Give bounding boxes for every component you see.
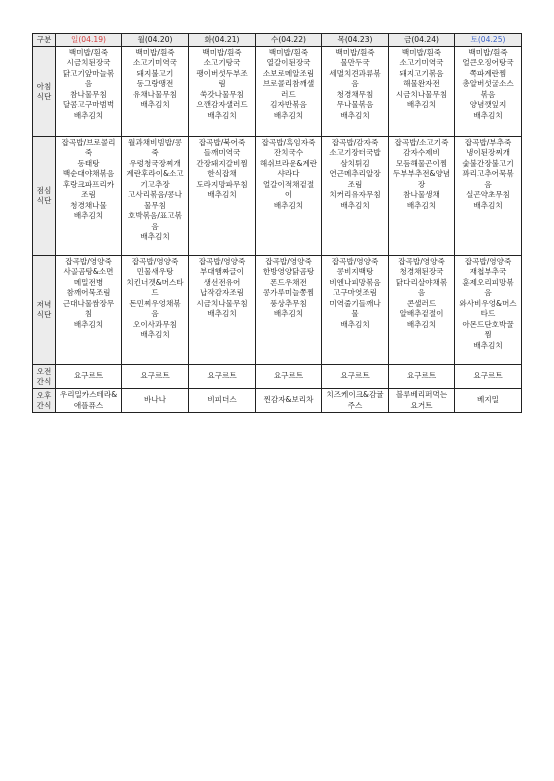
row-label-line: 식단 (36, 196, 52, 205)
menu-item: 청경채나물 (70, 200, 107, 210)
menu-item: 비피더스 (207, 395, 237, 405)
menu-item: 백미밥/흰죽 (268, 48, 309, 57)
row-label-dinner (33, 256, 56, 365)
menu-item: 애플퓨스 (73, 400, 104, 410)
menu-cell-breakfast-tue (189, 47, 256, 137)
meal-row-pm (33, 389, 522, 413)
menu-item: 배추김치 (140, 330, 170, 340)
menu-item: 림 (218, 79, 226, 89)
menu-item: 참나물무침 (70, 89, 107, 99)
menu-cell-am-thu (322, 365, 389, 389)
menu-item: 열갈이된장국 (266, 58, 311, 68)
menu-item: 배추김치 (73, 211, 104, 221)
menu-item: 요구르트 (473, 371, 503, 381)
menu-item: 백미밥/흰죽 (135, 48, 175, 57)
menu-item: 소고기미역국 (132, 58, 177, 68)
menu-item: 냉이된장찌개 (465, 148, 510, 158)
menu-item: 해물완자전 (403, 79, 440, 89)
menu-item: 소보로메알조림 (262, 68, 315, 78)
menu-item: 소고기탕국 (203, 58, 241, 68)
menu-item: 요구르트 (73, 371, 104, 381)
menu-item: 배추김치 (406, 319, 437, 329)
menu-cell-breakfast-mon (122, 47, 189, 137)
meal-row-breakfast (33, 47, 522, 137)
menu-cell-lunch-mon (122, 137, 189, 256)
menu-item: 유채나물무침 (132, 89, 177, 99)
header-corner: 구분 (33, 34, 56, 47)
menu-cell-pm-mon (122, 389, 189, 413)
day-header-fri: 금(04.24) (389, 34, 455, 47)
menu-item: 근대나물쌈장무 (62, 298, 115, 308)
menu-item: 쑥갓나물무침 (199, 89, 244, 99)
menu-item: 생선전유어 (203, 277, 241, 287)
menu-item: 배추김치 (340, 319, 370, 329)
menu-item: 음 (84, 79, 93, 89)
menu-item: 치커리유자무침 (329, 190, 381, 200)
menu-item: 콘샐러드 (406, 298, 437, 308)
menu-item: 이 (284, 190, 293, 200)
menu-item: 음 (484, 179, 492, 189)
menu-item: 배추김치 (473, 200, 503, 210)
menu-item: 총알버섯굴소스 (462, 79, 514, 89)
menu-item: 폰드우채전 (270, 277, 307, 287)
menu-item: 블루베리퍼먹는 (395, 390, 448, 400)
menu-item: 고구마엿조림 (332, 288, 377, 298)
menu-cell-breakfast-sun (56, 47, 122, 137)
menu-item: 돼지고기볶음 (399, 68, 444, 78)
menu-item: 시금치나물무침 (395, 89, 448, 99)
menu-item: 죽 (84, 148, 93, 158)
menu-item: 한방영양닭곰탕 (262, 267, 315, 277)
menu-item: 잔치국수 (273, 148, 304, 158)
menu-item: 실곤약초무침 (465, 190, 510, 200)
menu-item: 참깨어묵조림 (66, 288, 111, 298)
menu-item: 물만두국 (340, 58, 370, 68)
menu-item: 조림 (347, 179, 363, 189)
menu-item: 납작감자조림 (199, 288, 244, 298)
menu-item: 잡곡밥/영양죽 (331, 257, 379, 266)
menu-item: 볶음 (480, 89, 496, 99)
menu-item: 닭다리살야채볶 (395, 277, 448, 287)
row-label-am (33, 365, 56, 389)
menu-item: 쪽파계란찜 (469, 68, 507, 78)
menu-cell-dinner-thu (322, 256, 389, 365)
menu-item: 백미밥/흰죽 (202, 48, 242, 57)
menu-cell-pm-fri (389, 389, 455, 413)
menu-item: 베지밀 (476, 395, 499, 405)
menu-item: 배추김치 (73, 319, 104, 329)
menu-cell-am-sun (56, 365, 122, 389)
menu-item: 연근메추리알장 (329, 169, 381, 179)
menu-item: 양념깻잎지 (469, 100, 507, 110)
row-label-breakfast (33, 47, 56, 137)
menu-cell-pm-thu (322, 389, 389, 413)
menu-item: 잡곡밥/북어죽 (198, 138, 246, 147)
menu-item: 닭고기앞마늘볶 (62, 68, 115, 78)
menu-item: 요구르트 (207, 371, 237, 381)
meal-row-lunch (33, 137, 522, 256)
row-label-line: 저녁 (36, 300, 52, 310)
menu-item: 잡곡밥/부추죽 (464, 138, 512, 147)
menu-item: 배추김치 (273, 110, 304, 120)
menu-item: 민물새우탕 (136, 267, 174, 277)
day-header-wed: 수(04.22) (256, 34, 322, 47)
menu-item: 배추김치 (473, 340, 503, 350)
menu-item: 음 (151, 221, 159, 231)
menu-cell-dinner-tue (189, 256, 256, 365)
menu-item: 미역줄기들깨나 (329, 298, 381, 308)
header-row (33, 34, 522, 47)
menu-item: 배추김치 (140, 232, 170, 242)
menu-item: 와사비우엉&머스 (459, 298, 517, 308)
day-header-tue: 화(04.21) (189, 34, 256, 47)
menu-item: 요구르트 (140, 371, 170, 381)
menu-item: 삼치튀김 (340, 158, 370, 168)
menu-cell-dinner-sat (455, 256, 522, 365)
menu-cell-am-sat (455, 365, 522, 389)
menu-item: 알배추겉절이 (399, 309, 444, 319)
row-label-pm (33, 389, 56, 413)
menu-item: 잡곡밥/영양죽 (398, 257, 445, 266)
menu-item: 감자수제비 (403, 148, 440, 158)
menu-item: 배추김치 (406, 200, 437, 210)
menu-cell-breakfast-sat (455, 47, 522, 137)
menu-cell-lunch-sat (455, 137, 522, 256)
menu-item: 샤라다 (277, 169, 300, 179)
menu-item: 배추김치 (207, 190, 237, 200)
menu-item: 요구르트 (406, 371, 437, 381)
menu-cell-breakfast-thu (322, 47, 389, 137)
menu-item: 부대햄짜글이 (199, 267, 244, 277)
menu-item: 배추김치 (207, 110, 237, 120)
menu-item: 잡곡밥/영양죽 (65, 257, 112, 266)
menu-item: 도라지망파무침 (196, 179, 248, 189)
menu-item: 호박볶음/표고볶 (128, 211, 182, 221)
menu-item: 참나물생채 (403, 190, 440, 200)
menu-item: 시금치된장국 (66, 58, 111, 68)
row-label-line: 오전 (36, 366, 52, 376)
menu-item: 비엔나피망볶음 (329, 277, 381, 287)
menu-cell-lunch-wed (256, 137, 322, 256)
menu-item: 얼큰오징어탕국 (462, 58, 514, 68)
menu-item: 모듬해물곤이찜 (395, 158, 448, 168)
menu-item: 달콤고구마범벅 (62, 100, 115, 110)
menu-item: 주스 (347, 400, 363, 410)
menu-item: 메밀전병 (73, 277, 104, 287)
menu-item: 잡곡밥/영양죽 (265, 257, 312, 266)
menu-cell-pm-sun (56, 389, 122, 413)
row-label-line: 식단 (36, 310, 52, 319)
menu-item: 음 (417, 288, 426, 298)
menu-item: 백미밥/흰죽 (401, 48, 442, 57)
menu-item: 잡곡밥/흑임자죽 (261, 138, 316, 147)
menu-item: 죽 (151, 148, 159, 158)
menu-item: 배추김치 (340, 110, 370, 120)
row-label-line: 간식 (36, 400, 52, 410)
menu-item: 배추김치 (273, 200, 304, 210)
meal-row-am (33, 365, 522, 389)
menu-cell-pm-wed (256, 389, 322, 413)
menu-cell-lunch-sun (56, 137, 122, 256)
menu-item: 백미밥/흰죽 (68, 48, 109, 57)
menu-item: 물 (351, 309, 359, 319)
menu-cell-breakfast-wed (256, 47, 322, 137)
menu-item: 음 (351, 79, 359, 89)
menu-cell-am-mon (122, 365, 189, 389)
menu-item: 배추김치 (207, 309, 237, 319)
day-header-thu: 목(04.23) (322, 34, 389, 47)
menu-cell-dinner-mon (122, 256, 189, 365)
row-label-line: 점심 (36, 186, 52, 196)
menu-item: 월과채비빔밥/콩 (128, 138, 182, 147)
menu-item: 브로콜리참깨샐 (262, 79, 315, 89)
menu-item: 해쉬브라운&계란 (259, 158, 318, 168)
menu-item: 백미밥/흰죽 (468, 48, 508, 57)
menu-cell-breakfast-fri (389, 47, 455, 137)
menu-item: 두부부추전&양념 (392, 169, 451, 179)
menu-item: 배추김치 (473, 110, 503, 120)
menu-item: 얼갈이적채겉절 (262, 179, 315, 189)
menu-item: 들깨미역국 (203, 148, 241, 158)
menu-cell-lunch-fri (389, 137, 455, 256)
menu-cell-lunch-thu (322, 137, 389, 256)
menu-item: 잡곡밥/브로콜리 (61, 138, 116, 147)
menu-item: 한식잡채 (207, 169, 237, 179)
menu-item: 잡곡밥/영양죽 (464, 257, 512, 266)
menu-item: 조림 (81, 190, 96, 200)
menu-item: 콩비지백탕 (336, 267, 374, 277)
menu-item: 잡곡밥/감자죽 (331, 138, 379, 147)
menu-cell-dinner-sun (56, 256, 122, 365)
menu-item: 바나나 (143, 395, 166, 405)
weekly-menu-table (32, 33, 522, 413)
menu-item: 오이사과무침 (132, 319, 177, 329)
menu-cell-am-fri (389, 365, 455, 389)
menu-item: 배추김치 (340, 200, 370, 210)
menu-item: 세멸치견과류볶 (329, 68, 381, 78)
menu-item: 잡곡밥/영양죽 (131, 257, 179, 266)
menu-item: 치킨너겟&머스타 (126, 277, 184, 287)
menu-item: 재첩부추국 (469, 267, 507, 277)
day-header-mon: 월(04.20) (122, 34, 189, 47)
menu-cell-pm-tue (189, 389, 256, 413)
menu-item: 배추김치 (273, 309, 304, 319)
menu-item: 돈민찌우엉채볶 (129, 298, 181, 308)
menu-item: 배추김치 (406, 100, 437, 110)
menu-item: 동태탕 (77, 158, 100, 168)
menu-item: 음 (151, 309, 159, 319)
menu-item: 으깬감자샐러드 (196, 100, 248, 110)
menu-item: 꽈리고추어묵볶 (462, 169, 514, 179)
menu-item: 사골곰탕&소면 (63, 267, 114, 277)
menu-item: 숯불간장불고기 (462, 158, 514, 168)
menu-item: 치즈케이크&감귤 (326, 390, 384, 400)
menu-item: 돼지불고기 (136, 68, 174, 78)
menu-cell-dinner-fri (389, 256, 455, 365)
menu-item: 간장돼지갈비찜 (196, 158, 248, 168)
menu-item: 후랑크파프리카 (62, 179, 115, 189)
menu-item: 청경채된장국 (399, 267, 444, 277)
menu-item: 배추김치 (140, 100, 170, 110)
row-label-lunch (33, 137, 56, 256)
menu-cell-pm-sat (455, 389, 522, 413)
menu-cell-am-wed (256, 365, 322, 389)
menu-item: 우리밀카스테라& (59, 390, 118, 400)
menu-item: 청경채무침 (336, 89, 374, 99)
menu-item: 침 (84, 309, 93, 319)
menu-item: 물무침 (143, 200, 166, 210)
menu-item: 무나물볶음 (336, 100, 374, 110)
menu-item: 소고기장터국밥 (329, 148, 381, 158)
menu-item: 찜 (484, 330, 492, 340)
menu-item: 시금치나물무침 (196, 298, 248, 308)
menu-cell-dinner-wed (256, 256, 322, 365)
row-label-line: 간식 (36, 376, 52, 386)
menu-item: 팽이버섯두부조 (196, 68, 248, 78)
menu-item: 고사리볶음/콩나 (128, 190, 182, 200)
menu-item: 타드 (480, 309, 496, 319)
menu-item: 백순대야채볶음 (62, 169, 115, 179)
menu-item: 배추김치 (73, 110, 104, 120)
menu-item: 기고추장 (140, 179, 170, 189)
menu-item: 찐감자&보리차 (263, 395, 314, 405)
menu-item: 러드 (281, 89, 296, 99)
menu-item: 김자반볶음 (270, 100, 307, 110)
menu-item: 아몬드단호박꿀 (462, 319, 514, 329)
menu-item: 요구르트 (340, 371, 370, 381)
menu-item: 풍상추무침 (270, 298, 307, 308)
menu-item: 계란후라이&소고 (126, 169, 184, 179)
menu-cell-am-tue (189, 365, 256, 389)
menu-item: 백미밥/흰죽 (335, 48, 375, 57)
row-label-line: 아침 (36, 81, 52, 91)
menu-item: 요구르트 (273, 371, 304, 381)
menu-item: 장 (417, 179, 426, 189)
day-header-sun: 일(04.19) (56, 34, 122, 47)
menu-item: 음 (484, 288, 492, 298)
menu-item: 소고기미역국 (399, 58, 444, 68)
menu-item: 드 (151, 288, 159, 298)
meal-row-dinner (33, 256, 522, 365)
menu-item: 우렁청국장찌개 (129, 158, 181, 168)
row-label-line: 오후 (36, 390, 52, 400)
day-header-sat: 토(04.25) (455, 34, 522, 47)
menu-item: 잡곡밥/영양죽 (198, 257, 246, 266)
menu-cell-lunch-tue (189, 137, 256, 256)
menu-item: 잡곡밥/소고기죽 (394, 138, 449, 147)
menu-item: 콩가루미늘쫑찜 (262, 288, 315, 298)
menu-item: 동그랑땡전 (136, 79, 174, 89)
menu-item: 요거트 (410, 400, 433, 410)
row-label-line: 식단 (36, 91, 52, 101)
menu-item: 훈제오리피망볶 (462, 277, 514, 287)
